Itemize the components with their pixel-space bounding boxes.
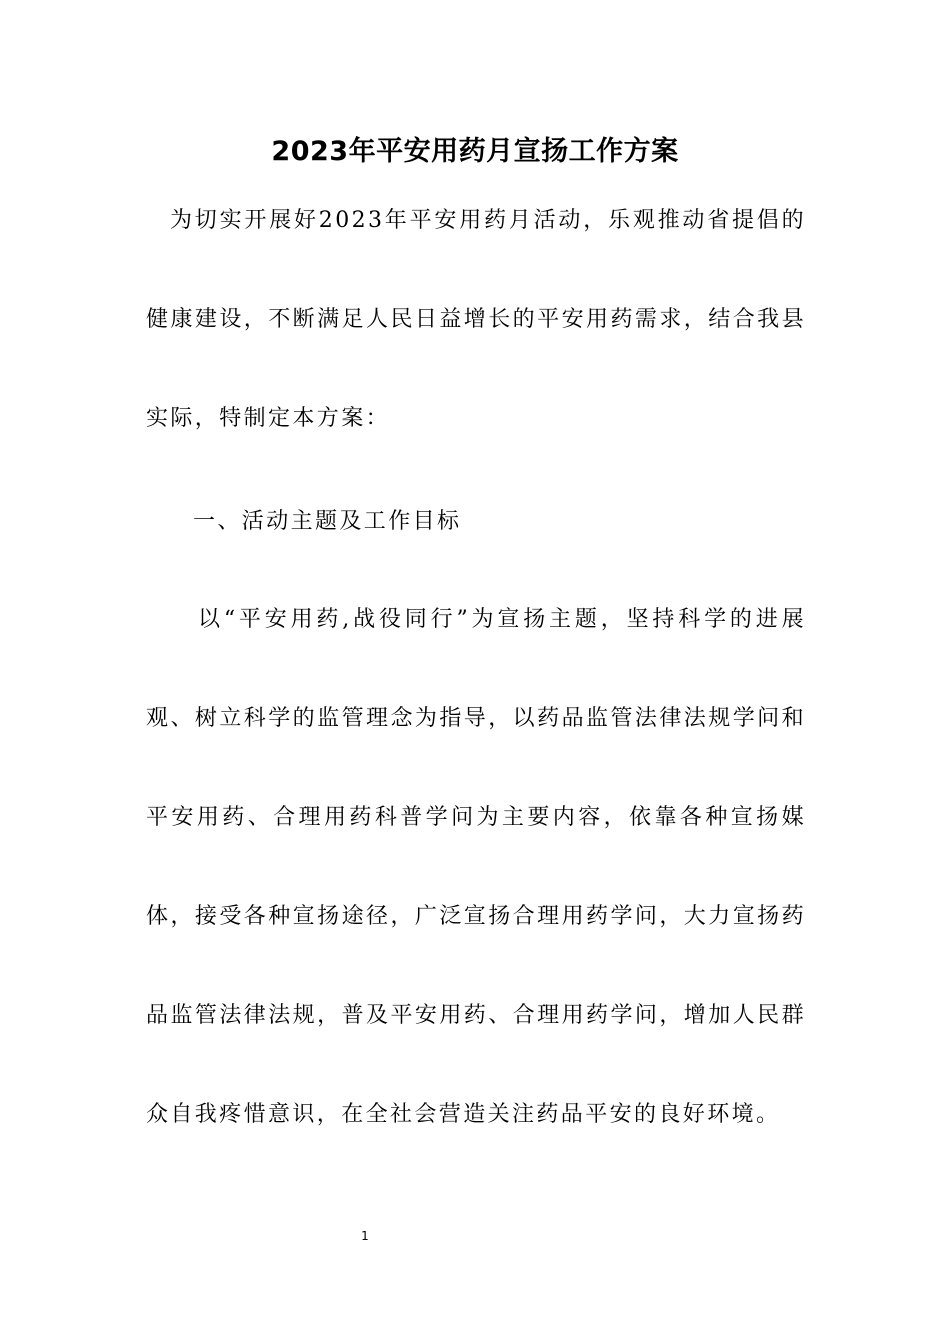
- section-heading: 一、活动主题及工作目标: [193, 509, 462, 534]
- intro-paragraph: 为切实开展好2023年平安用药月活动，乐观推动省提倡的健康建设，不断满足人民日益增长的平安用药需求，结合我县实际，特制定本方案：: [146, 208, 806, 431]
- page-number: 1: [361, 1229, 369, 1243]
- body-paragraph: 以“平安用药,战役同行”为宣扬主题，坚持科学的进展观、树立科学的监管理念为指导，以药品监管法律法规学问和平安用药、合理用药科普学问为主要内容，依靠各种宣扬媒体，接受各种宣扬途径，广泛宣扬合理用药学问，大力宣扬药品监管法律法规，普及平安用药、合理用药学问，增加人民群众自我疼惜意识，在全社会营造关注药品平安的良好环境。: [146, 607, 806, 1127]
- document-title: 2023年平安用药月宣扬工作方案: [271, 136, 679, 167]
